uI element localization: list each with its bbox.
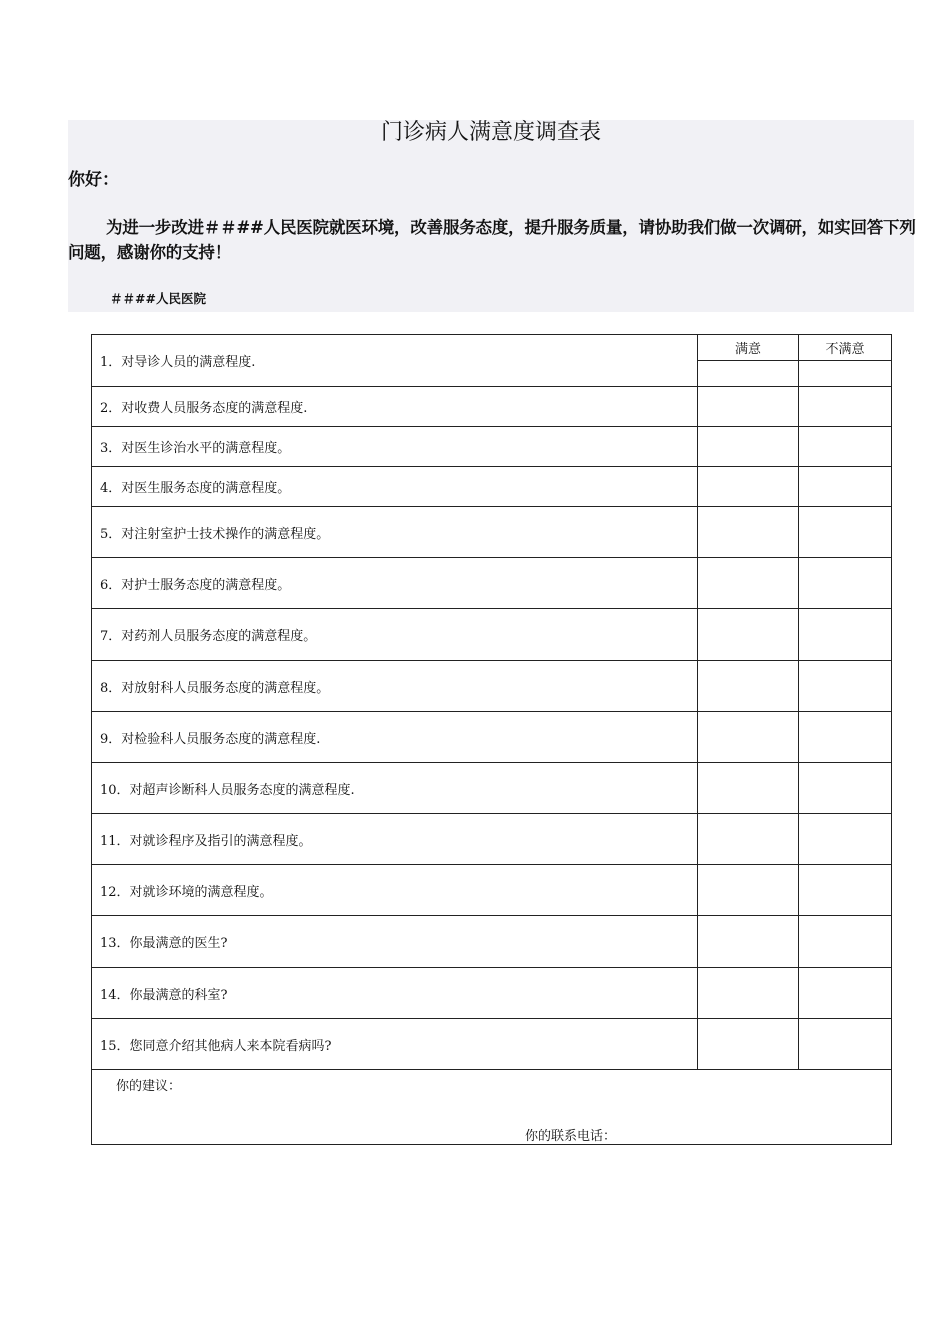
unsatisfied-checkbox-cell[interactable]: [799, 1019, 892, 1070]
satisfied-checkbox-cell[interactable]: [698, 814, 799, 865]
hospital-signature: ＃＃##人民医院: [110, 291, 206, 306]
question-cell: [92, 814, 698, 865]
question-text: 3．对医生诊治水平的满意程度。: [100, 441, 291, 456]
header-unsatisfied: 不满意: [799, 335, 892, 361]
question-text: 8．对放射科人员服务态度的满意程度。: [100, 680, 330, 696]
unsatisfied-checkbox-cell[interactable]: [799, 661, 892, 712]
question-cell: [92, 467, 698, 507]
satisfied-checkbox-cell[interactable]: [698, 361, 799, 387]
question-text: 2．对收费人员服务态度的满意程度.: [100, 401, 308, 416]
intro-paragraph: 为进一步改进＃＃##人民医院就医环境，改善服务态度，提升服务质量，请协助我们做一次调研，如实回答下列问题，感谢你的支持！: [68, 218, 916, 262]
phone-label: 你的联系电话：: [525, 1129, 617, 1144]
satisfied-checkbox-cell[interactable]: [698, 507, 799, 558]
question-cell: [92, 335, 698, 387]
question-cell: [92, 865, 698, 916]
satisfied-checkbox-cell[interactable]: [698, 763, 799, 814]
satisfied-checkbox-cell[interactable]: [698, 865, 799, 916]
question-cell: [92, 712, 698, 763]
question-text: 10．对超声诊断科人员服务态度的满意程度.: [100, 782, 355, 798]
question-cell: [92, 1019, 698, 1070]
satisfied-checkbox-cell[interactable]: [698, 968, 799, 1019]
question-text: 12．对就诊环境的满意程度。: [100, 884, 273, 900]
unsatisfied-checkbox-cell[interactable]: [799, 387, 892, 427]
question-text: 14．你最满意的科室?: [100, 987, 228, 1003]
unsatisfied-checkbox-cell[interactable]: [799, 814, 892, 865]
satisfied-checkbox-cell[interactable]: [698, 916, 799, 968]
question-text: 4．对医生服务态度的满意程度。: [100, 481, 291, 496]
question-cell: [92, 507, 698, 558]
unsatisfied-checkbox-cell[interactable]: [799, 968, 892, 1019]
satisfied-checkbox-cell[interactable]: [698, 609, 799, 661]
satisfied-checkbox-cell[interactable]: [698, 661, 799, 712]
unsatisfied-checkbox-cell[interactable]: [799, 712, 892, 763]
suggestion-box[interactable]: [92, 1070, 892, 1145]
suggestion-label: 你的建议：: [116, 1079, 182, 1094]
question-cell: [92, 661, 698, 712]
unsatisfied-checkbox-cell[interactable]: [799, 467, 892, 507]
question-cell: [92, 763, 698, 814]
survey-table: [91, 334, 892, 1145]
satisfied-checkbox-cell[interactable]: [698, 1019, 799, 1070]
satisfied-checkbox-cell[interactable]: [698, 467, 799, 507]
unsatisfied-checkbox-cell[interactable]: [799, 865, 892, 916]
satisfied-checkbox-cell[interactable]: [698, 712, 799, 763]
greeting: 你好：: [68, 170, 119, 190]
unsatisfied-checkbox-cell[interactable]: [799, 507, 892, 558]
question-cell: [92, 609, 698, 661]
unsatisfied-checkbox-cell[interactable]: [799, 763, 892, 814]
question-text: 6．对护士服务态度的满意程度。: [100, 577, 291, 593]
satisfied-checkbox-cell[interactable]: [698, 427, 799, 467]
unsatisfied-checkbox-cell[interactable]: [799, 558, 892, 609]
question-cell: [92, 387, 698, 427]
question-text: 15．您同意介绍其他病人来本院看病吗?: [100, 1038, 332, 1054]
unsatisfied-checkbox-cell[interactable]: [799, 609, 892, 661]
page-title: 门诊病人满意度调查表: [380, 120, 601, 145]
question-text: 5．对注射室护士技术操作的满意程度。: [100, 526, 330, 542]
question-cell: [92, 968, 698, 1019]
question-text: 1．对导诊人员的满意程度.: [100, 355, 256, 370]
question-cell: [92, 427, 698, 467]
header-satisfied: 满意: [698, 335, 799, 361]
unsatisfied-checkbox-cell[interactable]: [799, 916, 892, 968]
question-text: 13．你最满意的医生?: [100, 936, 228, 951]
question-text: 11．对就诊程序及指引的满意程度。: [100, 833, 312, 849]
satisfied-checkbox-cell[interactable]: [698, 558, 799, 609]
question-text: 9．对检验科人员服务态度的满意程度.: [100, 731, 321, 747]
question-cell: [92, 558, 698, 609]
question-text: 7．对药剂人员服务态度的满意程度。: [100, 629, 317, 644]
unsatisfied-checkbox-cell[interactable]: [799, 427, 892, 467]
question-cell: [92, 916, 698, 968]
unsatisfied-checkbox-cell[interactable]: [799, 361, 892, 387]
satisfied-checkbox-cell[interactable]: [698, 387, 799, 427]
